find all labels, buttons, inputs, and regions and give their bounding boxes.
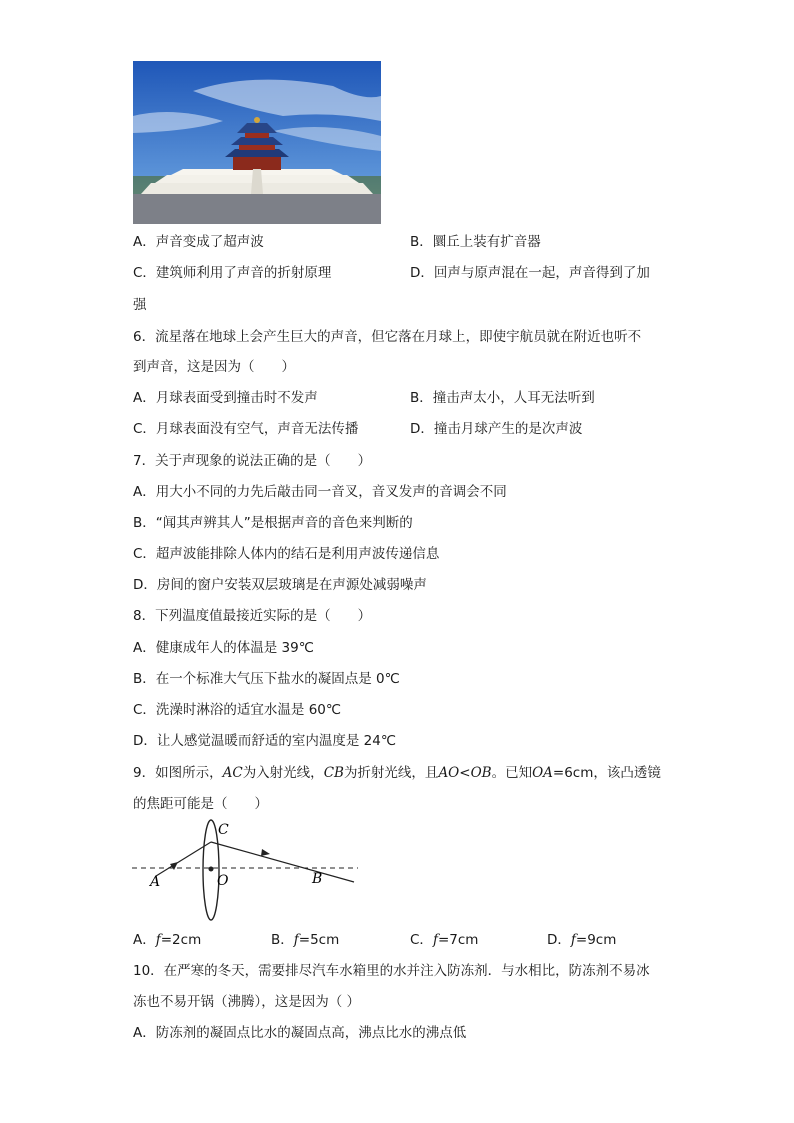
label-b: B <box>312 871 323 887</box>
q10-stem-line1: 10．在严寒的冬天，需要排尽汽车水箱里的水并注入防冻剂．与水相比，防冻剂不易冰 <box>133 963 650 979</box>
q9-option-a <box>133 931 201 949</box>
q9-stem-var-ac: AC <box>222 765 243 781</box>
q8-option-b: B．在一个标准大气压下盐水的凝固点是 0℃ <box>133 671 400 687</box>
q9-option-d <box>547 931 616 949</box>
q6-option-d: D．撞击月球产生的是次声波 <box>410 421 583 437</box>
q5-option-c: C．建筑师利用了声音的折射原理 <box>133 265 332 281</box>
label-a: A <box>150 874 161 890</box>
q9-option-b <box>271 931 339 949</box>
q9-option-a-prefix: A． <box>133 932 156 948</box>
arrow-icon <box>261 849 270 856</box>
q5-option-a: A．声音变成了超声波 <box>133 234 264 250</box>
q7-option-c: C．超声波能排除人体内的结石是利用声波传递信息 <box>133 546 440 562</box>
q9-option-f: f <box>293 932 299 948</box>
q5-option-b: B．圜丘上装有扩音器 <box>410 234 541 250</box>
q8-option-d: D．让人感觉温暖而舒适的室内温度是 24℃ <box>133 733 397 749</box>
q9-stem-part: 9．如图所示， <box>133 765 223 781</box>
q9-option-d-prefix: D． <box>547 932 571 948</box>
q5-option-d-continued: 强 <box>133 297 147 313</box>
q8-option-a: A．健康成年人的体温是 39℃ <box>133 640 314 656</box>
q9-stem-line2: 的焦距可能是（ ） <box>133 796 268 812</box>
q9-stem-var-ao: AO <box>438 765 460 781</box>
q9-option-a-value: =2cm <box>160 932 202 948</box>
q7-option-a: A．用大小不同的力先后敲击同一音叉，音叉发声的音调会不同 <box>133 484 507 500</box>
q9-option-b-value: =5cm <box>298 932 340 948</box>
q6-option-b: B．撞击声太小，人耳无法听到 <box>410 390 595 406</box>
q9-option-f: f <box>432 932 438 948</box>
q8-option-c: C．洗澡时淋浴的适宜水温是 60℃ <box>133 702 342 718</box>
q9-stem-lt: < <box>459 765 471 781</box>
q10-option-a: A．防冻剂的凝固点比水的凝固点高，沸点比水的沸点低 <box>133 1025 467 1041</box>
q9-option-f: f <box>155 932 161 948</box>
refracted-ray <box>211 842 354 882</box>
q7-option-d: D．房间的窗户安装双层玻璃是在声源处减弱噪声 <box>133 577 427 593</box>
q9-stem-var-cb: CB <box>323 765 344 781</box>
label-o: O <box>217 873 229 889</box>
q9-option-b-prefix: B． <box>271 932 294 948</box>
q9-option-c <box>410 931 478 949</box>
q9-stem-var-oa: OA <box>532 765 553 781</box>
q7-stem: 7．关于声现象的说法正确的是（ ） <box>133 453 372 469</box>
q9-stem-var-ob: OB <box>470 765 492 781</box>
q9-option-c-prefix: C． <box>410 932 433 948</box>
q9-stem-part: 。已知 <box>491 765 533 781</box>
q9-stem-line1 <box>133 764 661 782</box>
q6-option-a: A．月球表面受到撞击时不发声 <box>133 390 318 406</box>
q9-option-f: f <box>570 932 576 948</box>
q7-option-b: B．“闻其声辨其人”是根据声音的音色来判断的 <box>133 515 413 531</box>
q6-option-c: C．月球表面没有空气，声音无法传播 <box>133 421 359 437</box>
label-c: C <box>218 822 229 838</box>
q9-stem-part: =6cm，该凸透镜 <box>552 765 661 781</box>
q8-stem: 8．下列温度值最接近实际的是（ ） <box>133 608 372 624</box>
q10-stem-line2: 冻也不易开锅（沸腾），这是因为（ ） <box>133 994 361 1010</box>
q9-stem-part: 为入射光线， <box>242 765 324 781</box>
temple-of-heaven-photo <box>133 61 381 224</box>
q6-stem-line2: 到声音，这是因为（ ） <box>133 359 295 375</box>
q5-option-d: D．回声与原声混在一起，声音得到了加 <box>410 265 650 281</box>
q9-option-d-value: =9cm <box>575 932 617 948</box>
q6-stem-line1: 6．流星落在地球上会产生巨大的声音，但它落在月球上，即使宇航员就在附近也听不 <box>133 329 642 345</box>
optical-center-dot <box>209 867 214 872</box>
lens-diagram <box>130 818 360 924</box>
q9-stem-part: 为折射光线，且 <box>343 765 439 781</box>
q9-option-c-value: =7cm <box>437 932 479 948</box>
